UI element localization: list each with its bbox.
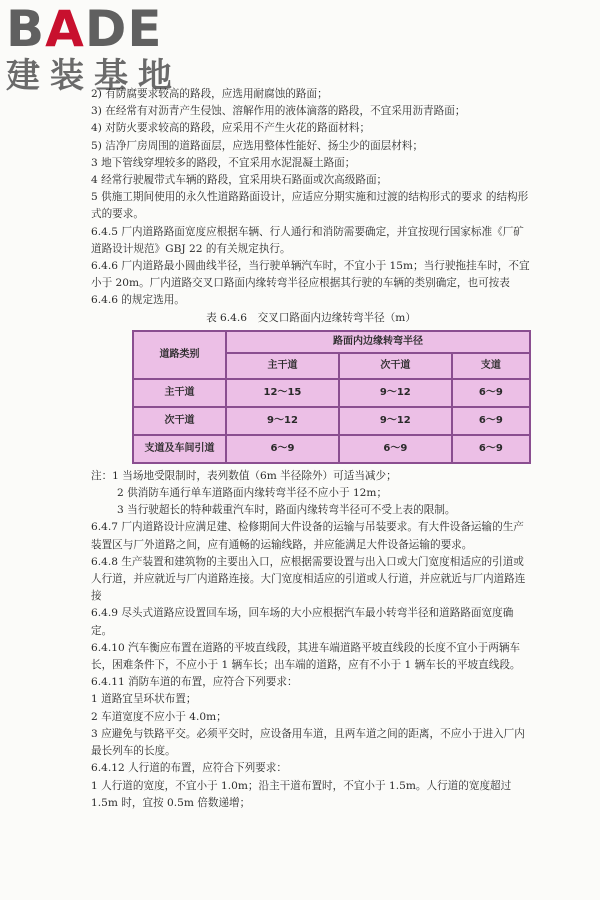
body-line: 3 地下管线穿埋较多的路段，不宜采用水泥混凝土路面；: [91, 156, 356, 169]
table-cell: 9～12: [227, 408, 338, 434]
table-row: [134, 408, 529, 434]
table-cell: 6～9: [453, 380, 529, 406]
table-wrapper: [132, 330, 531, 464]
clause-6-4-7: 6.4.7 厂内道路设计应满足建、检修期间大件设备的运输与吊装要求。有大件设备运输的生产装置区与厂外道路之间，应有通畅的运输线路，并应能满足大件设备运输的要求。: [91, 521, 524, 551]
body-line: 4) 对防火要求较高的路段，应采用不产生火花的路面材料；: [91, 122, 371, 135]
table-row: [134, 436, 529, 462]
table-cell: 6～9: [453, 408, 529, 434]
clause-6-4-11: 6.4.11 消防车道的布置，应符合下列要求：: [91, 676, 298, 689]
clause-6-4-12: 6.4.12 人行道的布置，应符合下列要求：: [91, 762, 287, 775]
logo-wordmark: [6, 0, 196, 58]
table-cell: 6～9: [340, 436, 451, 462]
body-line: 5 供施工期间使用的永久性道路路面设计，应适应分期实施和过渡的结构形式的要求 的结构形式的要求。: [91, 191, 529, 221]
table-cell: 12～15: [227, 380, 338, 406]
logo-brand-main: BADE: [6, 0, 163, 58]
table-row: [134, 380, 529, 406]
table-row-label: 次干道: [134, 408, 225, 434]
table-cell: 6～9: [227, 436, 338, 462]
logo-subtitle: 建装基地: [6, 56, 182, 96]
clause-6-4-8: 6.4.8 生产装置和建筑物的主要出入口，应根据需要设置与出入口或大门宽度相适应的引道或人行道，并应就近与厂内道路连接。大门宽度相适应的引道或人行道，并应就近与厂内道路连接: [91, 555, 526, 603]
body-line: 3) 在经常有对沥青产生侵蚀、溶解作用的液体滴落的路段，不宜采用沥青路面；: [91, 105, 466, 118]
body-line: 2) 有防腐要求较高的路段，应选用耐腐蚀的路面；: [91, 88, 328, 100]
table-caption: 表 6.4.6 交叉口路面内边缘转弯半径（m）: [206, 311, 416, 324]
clause-item: 1 道路宜呈环状布置；: [91, 693, 197, 706]
clause-6-4-6: 6.4.6 厂内道路最小圆曲线半径，当行驶单辆汽车时，不宜小于 15m；当行驶拖挂车时，不宜小于 20m。厂内道路交叉口路面内缘转弯半径应根据其行驶的车辆的类别确定，也可按表 6.4.6 的规定选用。: [91, 260, 530, 307]
turning-radius-table: [132, 330, 531, 464]
table-note: 3 当行驶超长的特种载重汽车时，路面内缘转弯半径可不受上表的限制。: [117, 504, 456, 517]
table-note: 注：1 当场地受限制时，表列数值（6m 半径除外）可适当减少；: [91, 469, 397, 482]
table-row-label: 支道及车间引道: [134, 436, 225, 462]
table-cell: 9～12: [340, 380, 451, 406]
table-cell: 9～12: [340, 408, 451, 434]
table-cell: 6～9: [453, 436, 529, 462]
clause-6-4-5: 6.4.5 厂内道路路面宽度应根据车辆、行人通行和消防需要确定，并宜按现行国家标准《厂矿道路设计规范》GBJ 22 的有关规定执行。: [91, 225, 524, 255]
body-line: 4 经常行驶履带式车辆的路段，宜采用块石路面或次高级路面；: [91, 174, 388, 187]
table-col-header: 主干道: [227, 354, 338, 378]
table-row-header-label: 道路类别: [134, 332, 225, 378]
clause-item: 3 应避免与铁路平交。必须平交时，应设备用车道，且两车道之间的距离，不应小于进入厂内最长列车的长度。: [91, 727, 525, 758]
table-col-header: 次干道: [340, 354, 451, 378]
document-body: [91, 86, 531, 812]
table-col-header: 支道: [453, 354, 529, 378]
table-group-header: 路面内边缘转弯半径: [227, 332, 529, 352]
table-row-label: 主干道: [134, 380, 225, 406]
clause-item: 1 人行道的宽度，不宜小于 1.0m；沿主干道布置时，不宜小于 1.5m。人行道的宽度超过 1.5m 时，宜按 0.5m 倍数递增；: [91, 779, 512, 809]
clause-6-4-10: 6.4.10 汽车衡应布置在道路的平坡直线段，其进车端道路平坡直线段的长度不宜小于两辆车长，困难条件下，不应小于 1 辆车长；出车端的道路，应有不小于 1 辆车长的平坡直线段。: [91, 641, 521, 672]
clause-item: 2 车道宽度不应小于 4.0m；: [91, 710, 227, 723]
clause-6-4-9: 6.4.9 尽头式道路应设置回车场，回车场的大小应根据汽车最小转弯半径和道路路面宽度确定。: [91, 607, 514, 637]
table-note: 2 供消防车通行单车道路面内缘转弯半径不应小于 12m；: [117, 487, 388, 500]
body-line: 5) 洁净厂房周围的道路面层，应选用整体性能好、扬尘少的面层材料；: [91, 139, 424, 152]
